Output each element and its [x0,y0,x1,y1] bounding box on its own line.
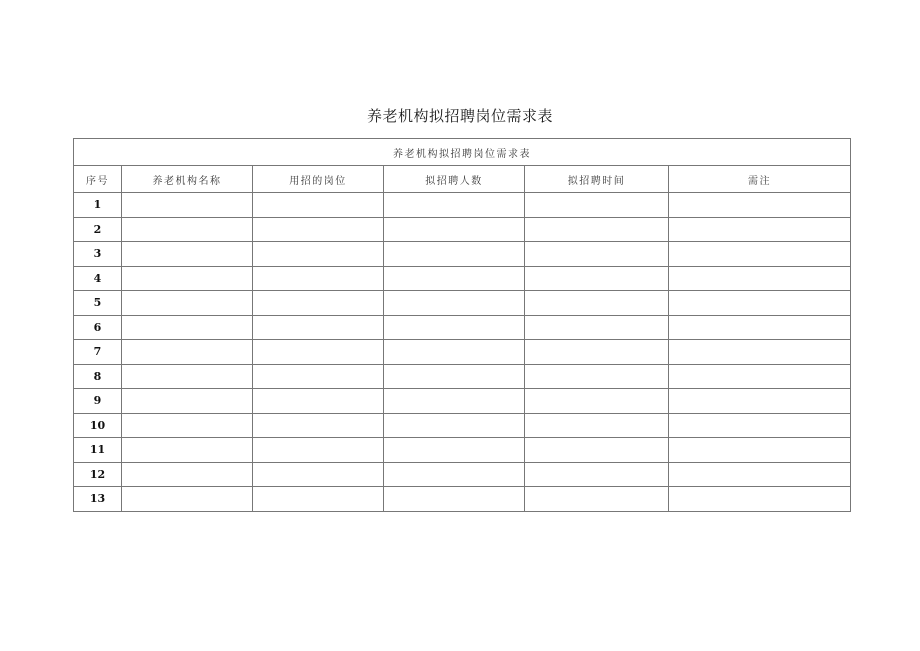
recruit-time-cell[interactable] [525,438,669,463]
header-headcount: 拟招聘人数 [384,166,525,193]
institution-name-cell[interactable] [122,291,253,316]
recruit-time-cell[interactable] [525,389,669,414]
row-number: 1 [74,193,122,218]
position-cell[interactable] [253,266,384,291]
table-caption: 养老机构拟招聘岗位需求表 [74,139,851,166]
header-remarks: 需注 [669,166,851,193]
institution-name-cell[interactable] [122,193,253,218]
position-cell[interactable] [253,487,384,512]
row-number: 4 [74,266,122,291]
recruit-time-cell[interactable] [525,340,669,365]
table-row [74,217,851,242]
headcount-cell[interactable] [384,340,525,365]
position-cell[interactable] [253,413,384,438]
table-caption-row [74,139,851,166]
remarks-cell[interactable] [669,413,851,438]
position-cell[interactable] [253,389,384,414]
row-number: 13 [74,487,122,512]
position-cell[interactable] [253,462,384,487]
recruit-time-cell[interactable] [525,291,669,316]
row-number: 10 [74,413,122,438]
remarks-cell[interactable] [669,266,851,291]
table-row [74,389,851,414]
row-number: 3 [74,242,122,267]
recruit-time-cell[interactable] [525,217,669,242]
institution-name-cell[interactable] [122,364,253,389]
headcount-cell[interactable] [384,315,525,340]
recruit-time-cell[interactable] [525,462,669,487]
row-number: 11 [74,438,122,463]
table-row [74,266,851,291]
recruit-time-cell[interactable] [525,413,669,438]
row-number: 8 [74,364,122,389]
table-row [74,242,851,267]
headcount-cell[interactable] [384,242,525,267]
institution-name-cell[interactable] [122,389,253,414]
remarks-cell[interactable] [669,389,851,414]
table-row [74,315,851,340]
institution-name-cell[interactable] [122,462,253,487]
remarks-cell[interactable] [669,487,851,512]
position-cell[interactable] [253,315,384,340]
remarks-cell[interactable] [669,193,851,218]
remarks-cell[interactable] [669,217,851,242]
institution-name-cell[interactable] [122,242,253,267]
position-cell[interactable] [253,438,384,463]
table-row [74,413,851,438]
recruit-time-cell[interactable] [525,364,669,389]
recruit-time-cell[interactable] [525,266,669,291]
headcount-cell[interactable] [384,266,525,291]
recruit-time-cell[interactable] [525,315,669,340]
header-recruit-time: 拟招聘时间 [525,166,669,193]
row-number: 12 [74,462,122,487]
institution-name-cell[interactable] [122,315,253,340]
position-cell[interactable] [253,242,384,267]
remarks-cell[interactable] [669,462,851,487]
headcount-cell[interactable] [384,438,525,463]
row-number: 9 [74,389,122,414]
headcount-cell[interactable] [384,487,525,512]
row-number: 2 [74,217,122,242]
table-row [74,462,851,487]
headcount-cell[interactable] [384,217,525,242]
headcount-cell[interactable] [384,193,525,218]
table-row [74,487,851,512]
institution-name-cell[interactable] [122,340,253,365]
table-row [74,438,851,463]
remarks-cell[interactable] [669,242,851,267]
recruit-time-cell[interactable] [525,487,669,512]
remarks-cell[interactable] [669,340,851,365]
header-institution-name: 养老机构名称 [122,166,253,193]
position-cell[interactable] [253,364,384,389]
institution-name-cell[interactable] [122,487,253,512]
position-cell[interactable] [253,340,384,365]
row-number: 7 [74,340,122,365]
position-cell[interactable] [253,291,384,316]
institution-name-cell[interactable] [122,413,253,438]
row-number: 6 [74,315,122,340]
headcount-cell[interactable] [384,291,525,316]
remarks-cell[interactable] [669,438,851,463]
table-row [74,291,851,316]
headcount-cell[interactable] [384,462,525,487]
remarks-cell[interactable] [669,291,851,316]
remarks-cell[interactable] [669,315,851,340]
recruit-time-cell[interactable] [525,193,669,218]
headcount-cell[interactable] [384,364,525,389]
institution-name-cell[interactable] [122,217,253,242]
recruit-time-cell[interactable] [525,242,669,267]
headcount-cell[interactable] [384,389,525,414]
header-position: 用招的岗位 [253,166,384,193]
position-cell[interactable] [253,217,384,242]
table-row [74,364,851,389]
document-title: 养老机构拟招聘岗位需求表 [366,107,553,125]
headcount-cell[interactable] [384,413,525,438]
header-serial-number: 序号 [74,166,122,193]
institution-name-cell[interactable] [122,438,253,463]
table-row [74,340,851,365]
table-header-row [74,166,851,193]
table-row [74,193,851,218]
row-number: 5 [74,291,122,316]
institution-name-cell[interactable] [122,266,253,291]
job-demand-table [73,138,851,512]
remarks-cell[interactable] [669,364,851,389]
position-cell[interactable] [253,193,384,218]
